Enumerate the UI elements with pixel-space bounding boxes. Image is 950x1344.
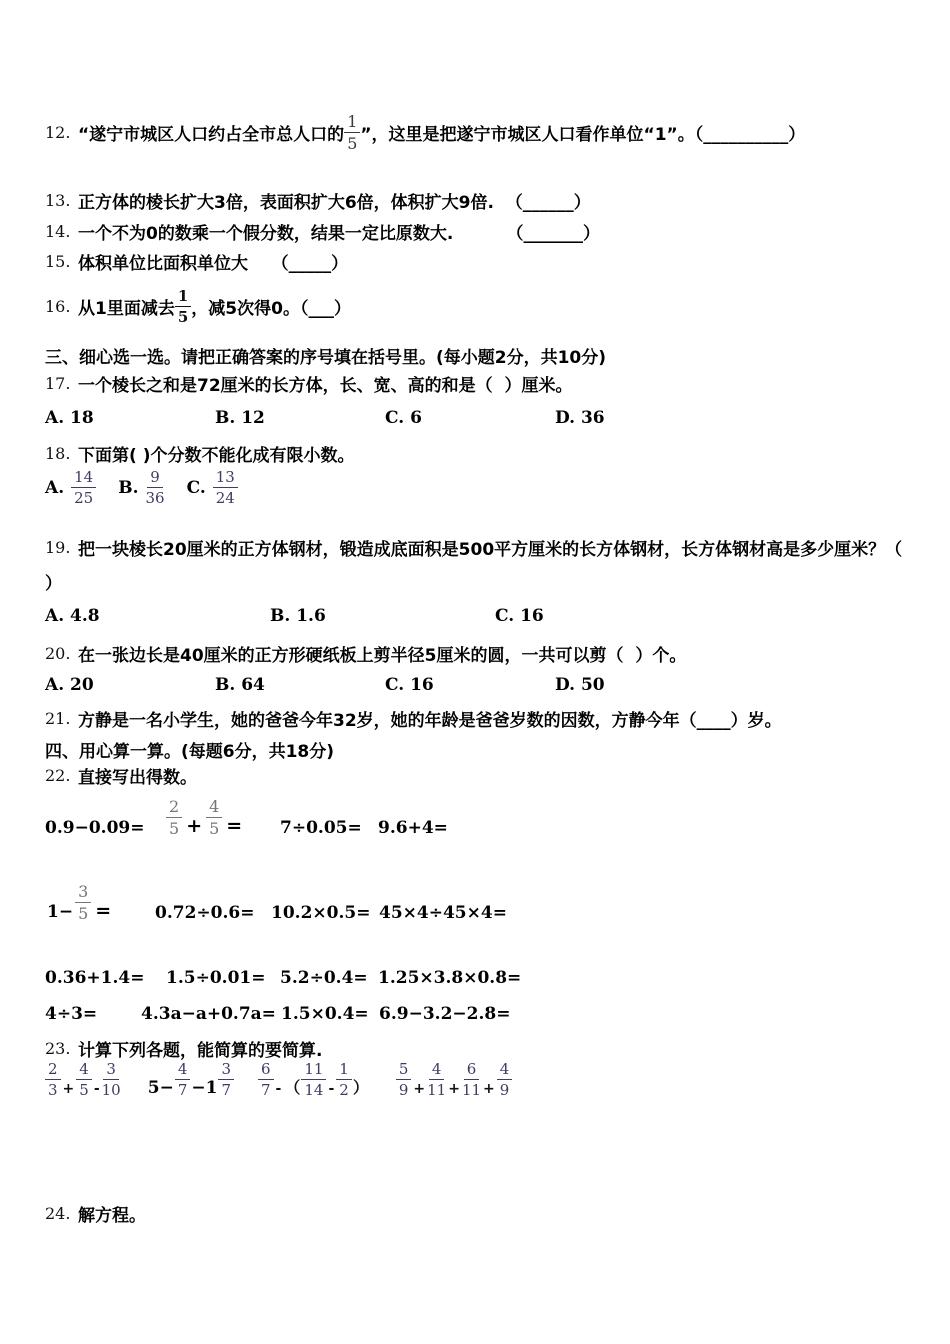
section-title: 三、细心选一选。请把正确答案的序号填在括号里。(每小题2分，共10分) (45, 348, 607, 368)
fraction (462, 1060, 481, 1099)
question-number: 13. (45, 191, 71, 210)
fraction-denominator: 5 (169, 819, 180, 838)
fraction-denominator: 9 (398, 1081, 409, 1099)
fraction-denominator: 7 (177, 1081, 188, 1099)
question-text: 下面第( )个分数不能化成有限小数。 (78, 446, 355, 466)
section-4-heading (45, 737, 334, 762)
question-text: ） (45, 574, 62, 594)
option-a (45, 468, 96, 507)
calc-row-4 (45, 1004, 510, 1024)
fraction-numerator: 4 (175, 1060, 191, 1080)
expression-text: 5− (147, 1078, 174, 1098)
fraction (102, 1060, 121, 1099)
question-number: 24. (45, 1204, 71, 1223)
fraction-denominator: 3 (48, 1081, 58, 1099)
equation: 9.6+4= (378, 818, 448, 838)
question-15 (45, 249, 348, 274)
equation: 0.36+1.4= (45, 968, 145, 988)
question-13 (45, 188, 591, 213)
question-12 (45, 112, 805, 153)
minus-operator: - (328, 1081, 335, 1097)
question-number: 14. (45, 222, 71, 241)
question-19-wrap (45, 569, 62, 594)
fraction (344, 112, 360, 153)
fraction-numerator: 11 (301, 1060, 326, 1080)
plus-operator: + (186, 815, 203, 837)
fraction-denominator: 5 (347, 134, 358, 153)
question-20 (45, 641, 686, 666)
equation: 45×4÷45×4= (379, 903, 507, 923)
fraction-denominator: 7 (221, 1081, 231, 1099)
option-c (187, 468, 238, 507)
question-text: 正方体的棱长扩大3倍，表面积扩大6倍，体积扩大9倍. （______） (78, 193, 591, 213)
section-title: 四、用心算一算。(每题6分，共18分) (45, 742, 335, 762)
question-number: 21. (45, 709, 71, 728)
expression-2 (147, 1060, 234, 1099)
fraction (336, 1060, 352, 1099)
fraction (396, 1060, 412, 1099)
fraction-numerator: 6 (258, 1060, 274, 1080)
option-c: C. 6 (385, 408, 422, 428)
question-number: 16. (45, 297, 71, 316)
fraction-denominator: 5 (78, 904, 89, 923)
fraction-numerator: 3 (75, 882, 91, 903)
option-d: D. 36 (555, 408, 605, 428)
fraction-numerator: 4 (206, 797, 222, 818)
fraction-denominator: 5 (177, 308, 189, 326)
fraction-numerator: 1 (336, 1060, 352, 1080)
question-20-options (45, 675, 605, 695)
fraction (166, 797, 182, 838)
option-b: B. 12 (215, 408, 265, 428)
option-letter: C. (186, 477, 206, 498)
equation: 1.25×3.8×0.8= (378, 968, 522, 988)
option-a: A. 20 (45, 675, 94, 695)
equals-operator: = (95, 900, 112, 922)
fraction-numerator: 13 (213, 468, 238, 488)
fraction-numerator: 4 (76, 1060, 92, 1080)
question-24 (45, 1201, 146, 1226)
fraction (213, 468, 238, 507)
question-17-options (45, 408, 605, 428)
fraction (175, 1060, 191, 1099)
fraction-denominator: 10 (101, 1081, 121, 1099)
fraction-denominator: 25 (74, 489, 94, 507)
question-number: 19. (45, 538, 71, 557)
plus-operator: + (483, 1081, 495, 1097)
equation: 4÷3= (45, 1004, 98, 1024)
fraction (71, 468, 96, 507)
fraction-numerator: 1 (344, 112, 360, 133)
fraction-numerator: 4 (497, 1060, 513, 1080)
fraction-denominator: 14 (304, 1081, 324, 1099)
question-17 (45, 371, 573, 396)
section-3-heading (45, 343, 606, 368)
question-number: 12. (45, 123, 71, 142)
fraction-denominator: 5 (209, 819, 220, 838)
fraction-numerator: 2 (166, 797, 182, 818)
equation: 0.9−0.09= (45, 818, 145, 838)
expression-text: −1 (191, 1078, 218, 1098)
fraction-numerator: 4 (429, 1060, 445, 1080)
fraction-numerator: 9 (147, 468, 163, 488)
question-text: 在一张边长是40厘米的正方形硬纸板上剪半径5厘米的圆，一共可以剪（ ）个。 (78, 646, 687, 666)
option-b: B. 64 (215, 675, 265, 695)
plus-operator: + (413, 1081, 426, 1097)
fraction-denominator: 24 (215, 489, 235, 507)
fraction-denominator: 11 (461, 1081, 482, 1099)
question-19 (45, 535, 902, 560)
question-text: 从1里面减去 (78, 299, 175, 319)
fraction (206, 797, 222, 838)
option-letter: A. (45, 477, 65, 498)
question-text: 直接写出得数。 (78, 768, 197, 788)
fraction (258, 1060, 274, 1099)
minus-operator: - (275, 1081, 282, 1097)
equation-text: 1− (47, 902, 74, 922)
fraction-numerator: 5 (396, 1060, 412, 1080)
question-18 (45, 441, 354, 466)
fraction (427, 1060, 446, 1099)
expression-4 (396, 1060, 512, 1099)
fraction-numerator: 6 (464, 1060, 480, 1080)
equals-operator: = (226, 815, 243, 837)
fraction-numerator: 1 (175, 287, 191, 307)
option-c: C. 16 (495, 606, 544, 626)
fraction-denominator: 36 (145, 489, 165, 507)
question-text: 计算下列各题，能简算的要简算. (78, 1041, 323, 1061)
fraction (146, 468, 165, 507)
fraction-denominator: 11 (427, 1081, 447, 1099)
question-number: 20. (45, 644, 71, 663)
equation: 10.2×0.5= (271, 903, 371, 923)
equation: 6.9−3.2−2.8= (379, 1004, 511, 1024)
fraction-numerator: 3 (103, 1060, 119, 1080)
plus-operator: + (448, 1081, 460, 1097)
option-b: B. 1.6 (270, 606, 326, 626)
question-text: 体积单位比面积单位大 （_____） (78, 254, 349, 274)
expression-1 (45, 1060, 121, 1099)
equation: 1.5×0.4= (281, 1004, 369, 1024)
right-paren: ） (352, 1078, 369, 1097)
calc-row-1 (45, 797, 448, 838)
question-text: “遂宁市城区人口约占全市总人口的 (78, 125, 345, 145)
fraction-denominator: 7 (260, 1081, 271, 1099)
option-letter: B. (118, 477, 139, 498)
fraction (497, 1060, 513, 1099)
fraction (218, 1060, 234, 1099)
equation: 7÷0.05= (280, 818, 362, 838)
question-text: ，减5次得0。（___） (191, 299, 351, 319)
equation: 4.3a−a+0.7a= (141, 1004, 276, 1024)
equation: 0.72÷0.6= (155, 903, 255, 923)
question-text: 解方程。 (78, 1206, 146, 1226)
minus-operator: - (93, 1081, 100, 1097)
fraction (301, 1060, 326, 1099)
question-text: 方静是一名小学生，她的爸爸今年32岁，她的年龄是爸爸岁数的因数，方静今年（____）岁。 (78, 711, 782, 731)
fraction-denominator: 9 (499, 1081, 510, 1099)
question-16 (45, 287, 351, 326)
fraction (76, 1060, 92, 1099)
question-19-options (45, 606, 544, 626)
option-a: A. 4.8 (45, 606, 100, 626)
question-number: 23. (45, 1039, 71, 1058)
question-text: 把一块棱长20厘米的正方体钢材，锻造成底面积是500平方厘米的长方体钢材，长方体钢材高是多少厘米？（ (78, 540, 903, 560)
equation (166, 797, 280, 838)
plus-operator: + (62, 1081, 75, 1097)
question-number: 15. (45, 252, 71, 271)
question-text: 一个不为0的数乘一个假分数，结果一定比原数大. （_______） (78, 224, 601, 244)
question-text: ”，这里是把遂宁市城区人口看作单位“1”。（__________） (360, 125, 806, 145)
question-number: 17. (45, 374, 71, 393)
calc-row-2 (45, 882, 507, 923)
fraction-numerator: 2 (45, 1060, 61, 1080)
option-b (118, 468, 164, 507)
question-18-options (45, 468, 260, 507)
fraction-numerator: 3 (218, 1060, 234, 1080)
fraction-denominator: 5 (79, 1081, 89, 1099)
fraction (45, 1060, 61, 1099)
expression-3 (258, 1060, 370, 1099)
calc-row-3 (45, 968, 521, 988)
equation: 1.5÷0.01= (166, 968, 266, 988)
option-c: C. 16 (385, 675, 434, 695)
left-paren: （ (284, 1078, 301, 1097)
question-23-expressions (45, 1060, 512, 1099)
fraction (175, 287, 191, 326)
option-d: D. 50 (555, 675, 605, 695)
question-text: 一个棱长之和是72厘米的长方体，长、宽、高的和是（ ）厘米。 (78, 376, 573, 396)
question-21 (45, 706, 782, 731)
question-23 (45, 1036, 322, 1061)
fraction (75, 882, 91, 923)
fraction-numerator: 14 (71, 468, 96, 488)
question-number: 18. (45, 444, 71, 463)
question-14 (45, 219, 600, 244)
fraction-denominator: 2 (339, 1081, 349, 1099)
equation (45, 882, 155, 923)
question-number: 22. (45, 766, 71, 785)
option-a: A. 18 (45, 408, 94, 428)
question-22 (45, 763, 197, 788)
equation: 5.2÷0.4= (280, 968, 368, 988)
